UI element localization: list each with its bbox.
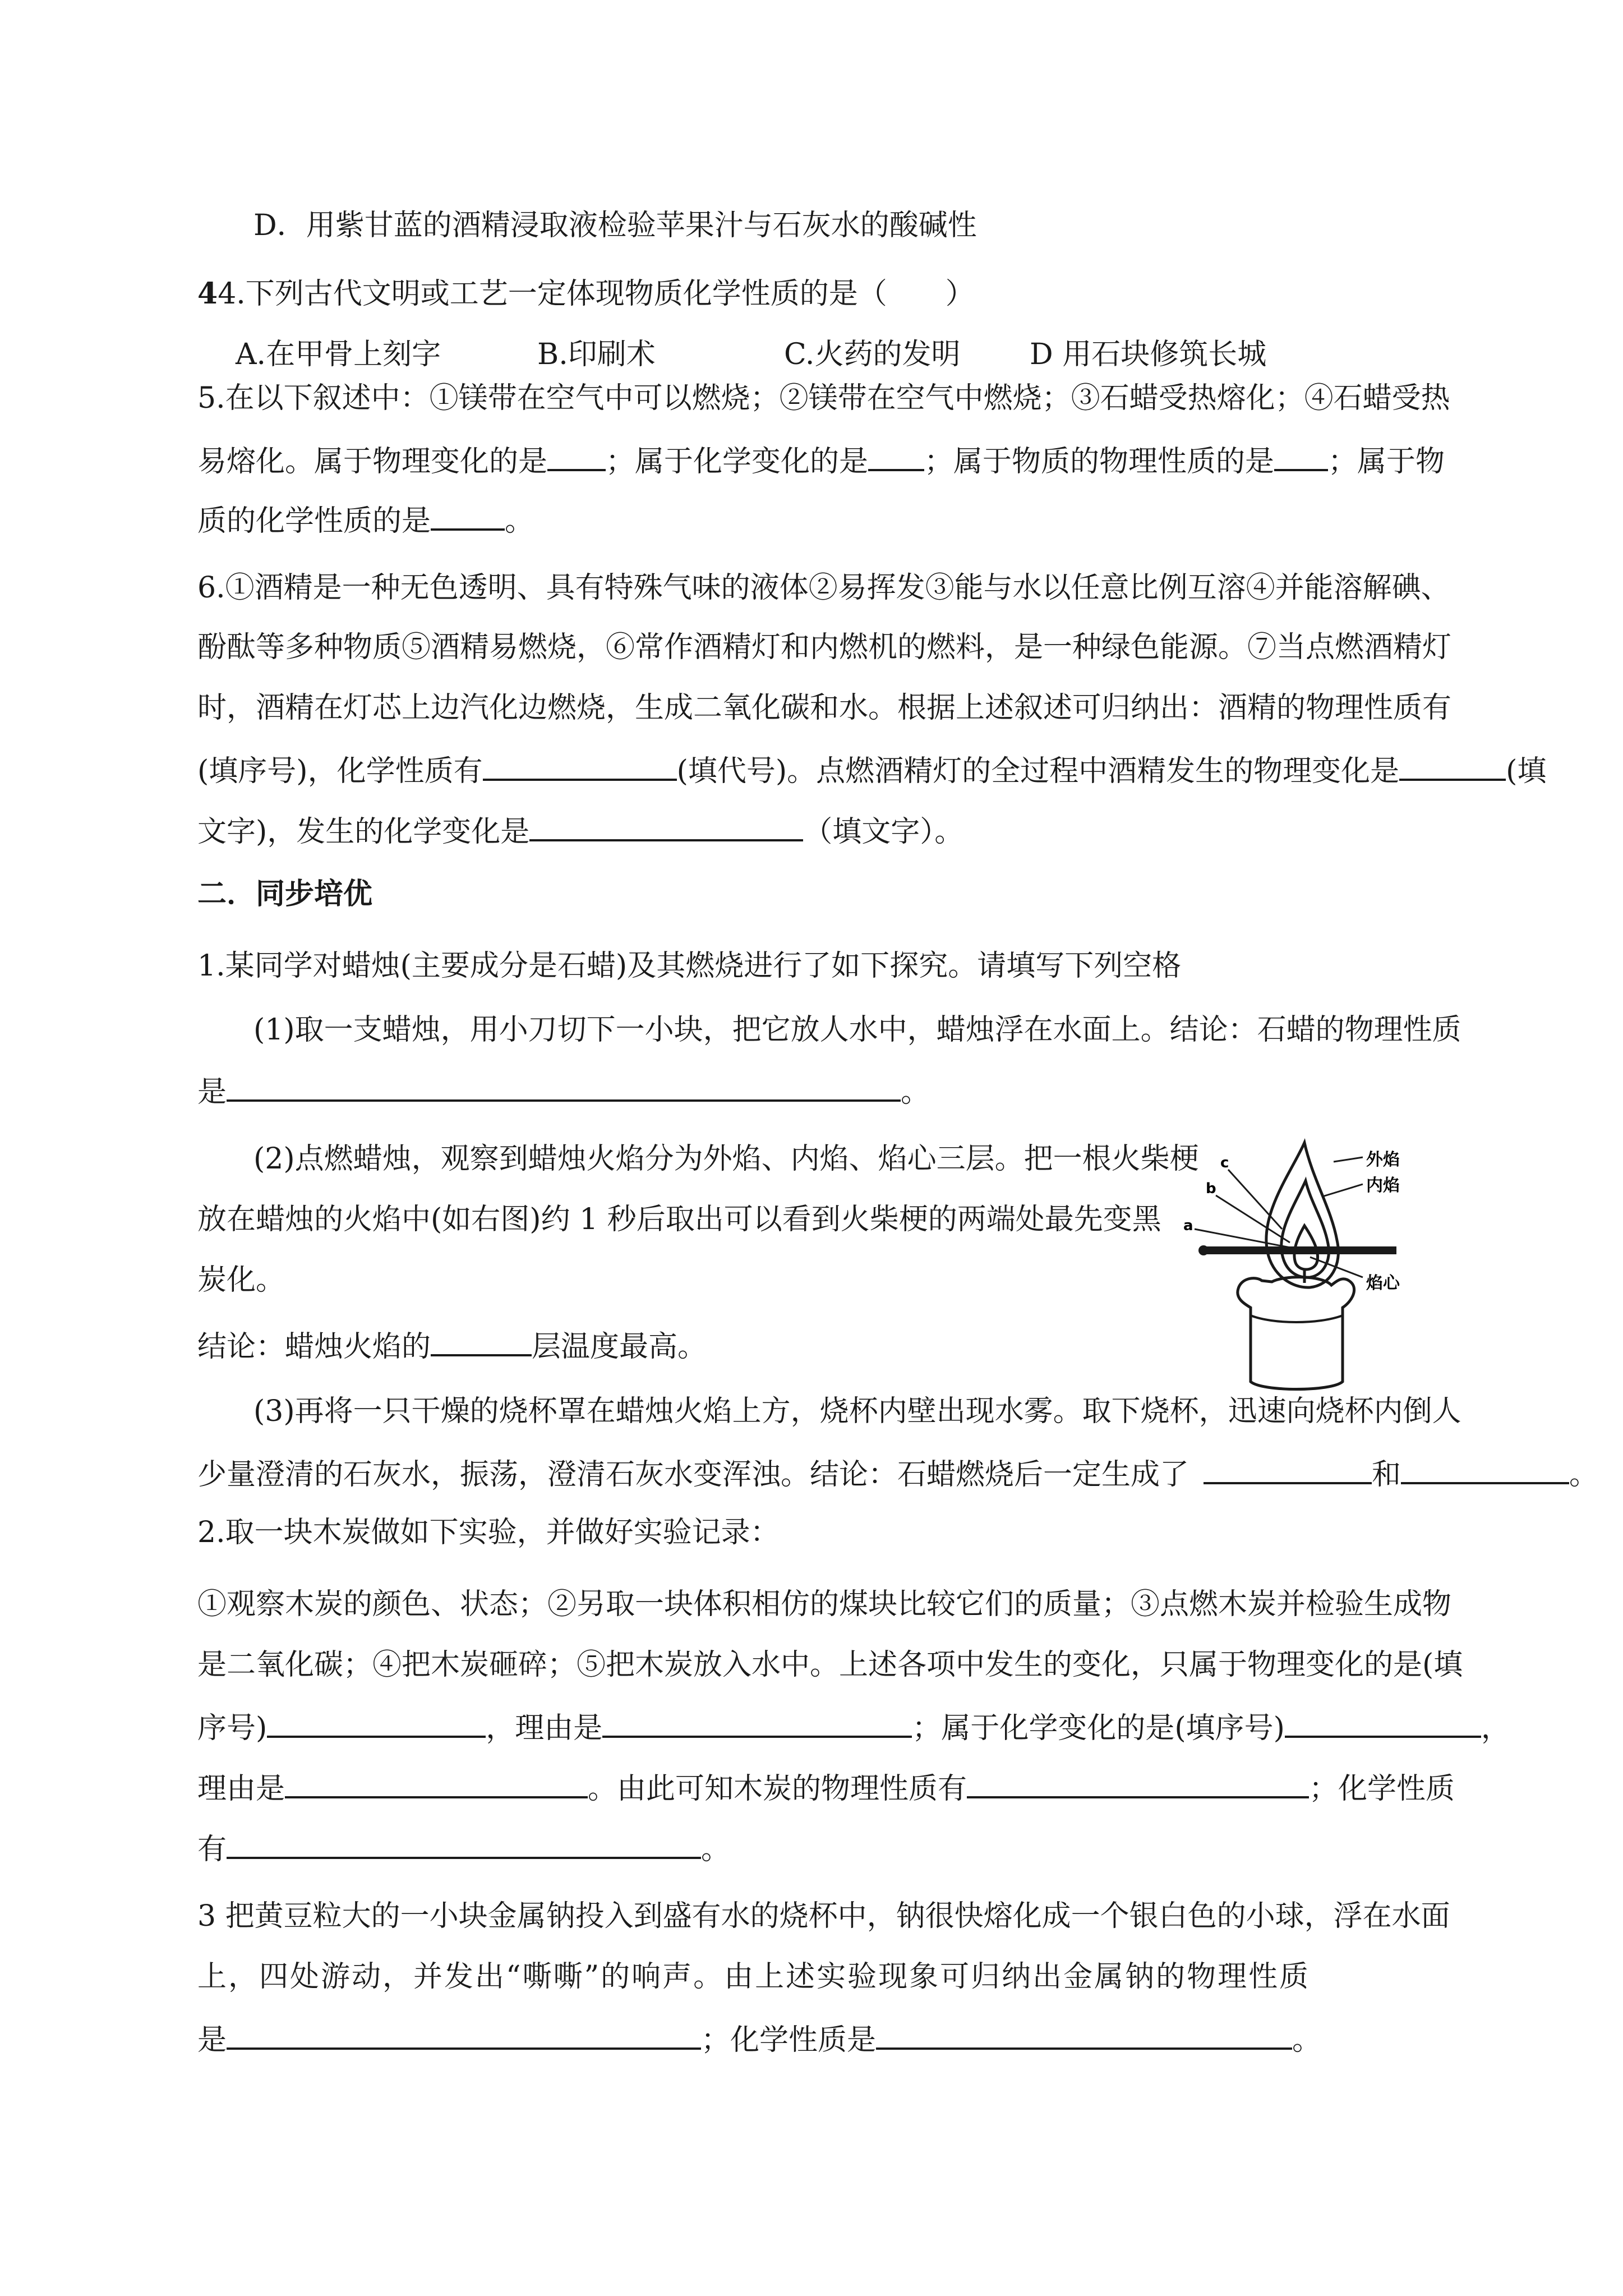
p2-line1: ①观察木炭的颜色、状态；②另取一块体积相仿的煤块比较它们的质量；③点燃木炭并检验生成物 xyxy=(197,1588,1452,1621)
p2-blank-chemical[interactable] xyxy=(1285,1708,1481,1738)
matchstick-head xyxy=(1198,1245,1209,1255)
q6-text-chemical-change: 文字)，发生的化学变化是 xyxy=(197,815,530,849)
p1-s2-concl-text: 结论：蜡烛火焰的 xyxy=(197,1330,431,1364)
label-b: b xyxy=(1206,1180,1216,1197)
q5-line2 xyxy=(197,441,1445,480)
p3-line2: 上，四处游动，并发出“嘶嘶”的响声。由上述实验现象可归纳出金属钠的物理性质 xyxy=(197,1960,1311,1994)
q6-blank-chemical-change[interactable] xyxy=(529,811,803,841)
q4-option-d: D 用石块修筑长城 xyxy=(1030,338,1267,371)
p1-s1-blank[interactable] xyxy=(227,1071,901,1102)
p2-text-comma: ， xyxy=(1481,1711,1510,1745)
p2-text-end: 。 xyxy=(701,1833,731,1866)
p1-s3-blank-1[interactable] xyxy=(1204,1454,1372,1484)
p1-s3-blank-2[interactable] xyxy=(1401,1454,1569,1484)
q5-text-chemical-change: ；属于化学变化的是 xyxy=(606,445,869,478)
p1-s3-text: 少量澄清的石灰水，振荡，澄清石灰水变浑浊。结论：石蜡燃烧后一定生成了 xyxy=(197,1458,1189,1492)
p2-line5 xyxy=(197,1829,730,1867)
q5-blank-physical-property[interactable] xyxy=(1274,441,1328,471)
q5-blank-chemical-change[interactable] xyxy=(868,441,924,471)
p2-text-chemical: ；属于化学变化的是(填序号) xyxy=(912,1711,1285,1745)
p1-s3-line2 xyxy=(197,1454,1598,1493)
q6-blank-chem-property[interactable] xyxy=(483,751,677,781)
q5-text-chemical-property: 质的化学性质的是 xyxy=(197,504,431,538)
p1-s1-text: 是 xyxy=(197,1075,227,1109)
q5-text-physical-change: 易熔化。属于物理变化的是 xyxy=(197,445,548,478)
p2-line3 xyxy=(197,1708,1510,1746)
p1-s2-conclusion xyxy=(197,1326,707,1365)
p3-blank-physical[interactable] xyxy=(227,2019,701,2050)
p1-s2-line1: (2)点燃蜡烛，观察到蜡烛火焰分为外焰、内焰、焰心三层。把一根火柴梗 xyxy=(253,1142,1199,1176)
q5-text-end: 。 xyxy=(505,504,534,538)
section-title: 二．同步培优 xyxy=(197,877,373,911)
p1-s1-line2 xyxy=(197,1071,930,1110)
q6-line3: 时，酒精在灯芯上边汽化边燃烧，生成二氧化碳和水。根据上述叙述可归纳出：酒精的物理性质有 xyxy=(197,691,1452,725)
p2-blank-physical[interactable] xyxy=(267,1708,486,1738)
p2-blank-chemical-property[interactable] xyxy=(227,1829,701,1859)
p2-text-reason-1: ，理由是 xyxy=(486,1711,603,1745)
flame-outer xyxy=(1266,1143,1339,1287)
q5-line1: 5.在以下叙述中：①镁带在空气中可以燃烧；②镁带在空气中燃烧；③石蜡受热熔化；④石蜡受热 xyxy=(197,381,1450,415)
p3-text-physical: 是 xyxy=(197,2023,227,2057)
q5-text-physical-property: ；属于物质的物理性质的是 xyxy=(924,445,1275,478)
p3-text-chemical: ；化学性质是 xyxy=(701,2023,877,2057)
p1-s3-line1: (3)再将一只干燥的烧杯罩在蜡烛火焰上方，烧杯内壁出现水雾。取下烧杯，迅速向烧杯内倒人 xyxy=(253,1395,1461,1428)
p1-stem: 1.某同学对蜡烛(主要成分是石蜡)及其燃烧进行了如下探究。请填写下列空格 xyxy=(197,949,1182,983)
p1-s1-end: 。 xyxy=(901,1075,930,1109)
q4-option-c: C.火药的发明 xyxy=(784,338,961,371)
label-outer-flame: 外焰 xyxy=(1366,1150,1400,1170)
candle-rim xyxy=(1251,1315,1343,1322)
q5-line3 xyxy=(197,500,534,539)
p2-text-reason-2: 理由是 xyxy=(197,1772,285,1806)
p2-text-physical-property: 。由此可知木炭的物理性质有 xyxy=(588,1772,967,1806)
label-a: a xyxy=(1183,1217,1193,1234)
q6-text-chem-property: (填序号)，化学性质有 xyxy=(197,754,483,788)
p2-text-chemical-property: ；化学性质 xyxy=(1309,1772,1455,1806)
p2-line2: 是二氧化碳；④把木炭砸碎；⑤把木炭放入水中。上述各项中发生的变化，只属于物理变化的是(填 xyxy=(197,1648,1463,1682)
q4-option-a: A.在甲骨上刻字 xyxy=(236,338,441,371)
label-inner-flame: 内焰 xyxy=(1366,1176,1400,1195)
q5-text-tail: ；属于物 xyxy=(1328,445,1445,478)
p1-s3-and: 和 xyxy=(1372,1458,1401,1492)
q3-option-d: D．用紫甘蓝的酒精浸取液检验苹果汁与石灰水的酸碱性 xyxy=(253,209,977,242)
q6-line5 xyxy=(197,811,963,850)
q4-stem xyxy=(197,276,975,312)
q4-number: 4 xyxy=(197,277,218,311)
label-flame-core: 焰心 xyxy=(1366,1273,1400,1293)
p3-blank-chemical[interactable] xyxy=(876,2019,1292,2050)
p2-text-physical: 序号) xyxy=(197,1711,268,1745)
p2-line4 xyxy=(197,1768,1455,1807)
q4-stem-text: 4.下列古代文明或工艺一定体现物质化学性质的是（ ） xyxy=(218,277,975,311)
p1-s3-end: 。 xyxy=(1569,1458,1599,1492)
label-c: c xyxy=(1220,1154,1229,1171)
pointer-outer xyxy=(1334,1157,1363,1162)
q6-line4 xyxy=(197,751,1546,789)
p2-blank-reason-1[interactable] xyxy=(602,1708,912,1738)
p2-text-have: 有 xyxy=(197,1833,227,1866)
q6-text-physical-change: (填代号)。点燃酒精灯的全过程中酒精发生的物理变化是 xyxy=(676,754,1400,788)
p1-s2-concl-end: 层温度最高。 xyxy=(532,1330,707,1364)
q6-line1: 6.①酒精是一种无色透明、具有特殊气味的液体②易挥发③能与水以任意比例互溶④并能溶解碘、 xyxy=(197,571,1450,605)
q5-blank-chemical-property[interactable] xyxy=(431,500,505,531)
q6-line2: 酚酞等多种物质⑤酒精易燃烧，⑥常作酒精灯和内燃机的燃料，是一种绿色能源。⑦当点燃酒精灯 xyxy=(197,631,1452,664)
q6-text-fill: (填 xyxy=(1506,754,1547,788)
p1-s2-line3: 炭化。 xyxy=(197,1263,285,1297)
p1-s1-line1: (1)取一支蜡烛，用小刀切下一小块，把它放人水中，蜡烛浮在水面上。结论：石蜡的物理性质 xyxy=(253,1013,1461,1047)
q4-option-b: B.印刷术 xyxy=(537,338,656,371)
q6-blank-physical-change[interactable] xyxy=(1399,751,1506,781)
p1-s2-line2: 放在蜡烛的火焰中(如右图)约 1 秒后取出可以看到火柴梗的两端处最先变黑 xyxy=(197,1203,1161,1236)
p2-stem: 2.取一块木炭做如下实验，并做好实验记录： xyxy=(197,1516,780,1549)
p3-line1: 3 把黄豆粒大的一小块金属钠投入到盛有水的烧杯中，钠很快熔化成一个银白色的小球，浮在水面 xyxy=(197,1899,1450,1933)
q6-text-end: （填文字）。 xyxy=(803,815,964,849)
pointer-inner xyxy=(1322,1184,1363,1197)
p3-line3 xyxy=(197,2019,1321,2058)
p1-s2-blank[interactable] xyxy=(431,1326,532,1356)
p2-blank-physical-property[interactable] xyxy=(967,1768,1309,1798)
p3-text-end: 。 xyxy=(1292,2023,1322,2057)
p2-blank-reason-2[interactable] xyxy=(285,1768,588,1798)
candle-flame-figure xyxy=(1172,1130,1413,1400)
candle-body xyxy=(1238,1277,1354,1389)
q5-blank-physical-change[interactable] xyxy=(547,441,606,471)
